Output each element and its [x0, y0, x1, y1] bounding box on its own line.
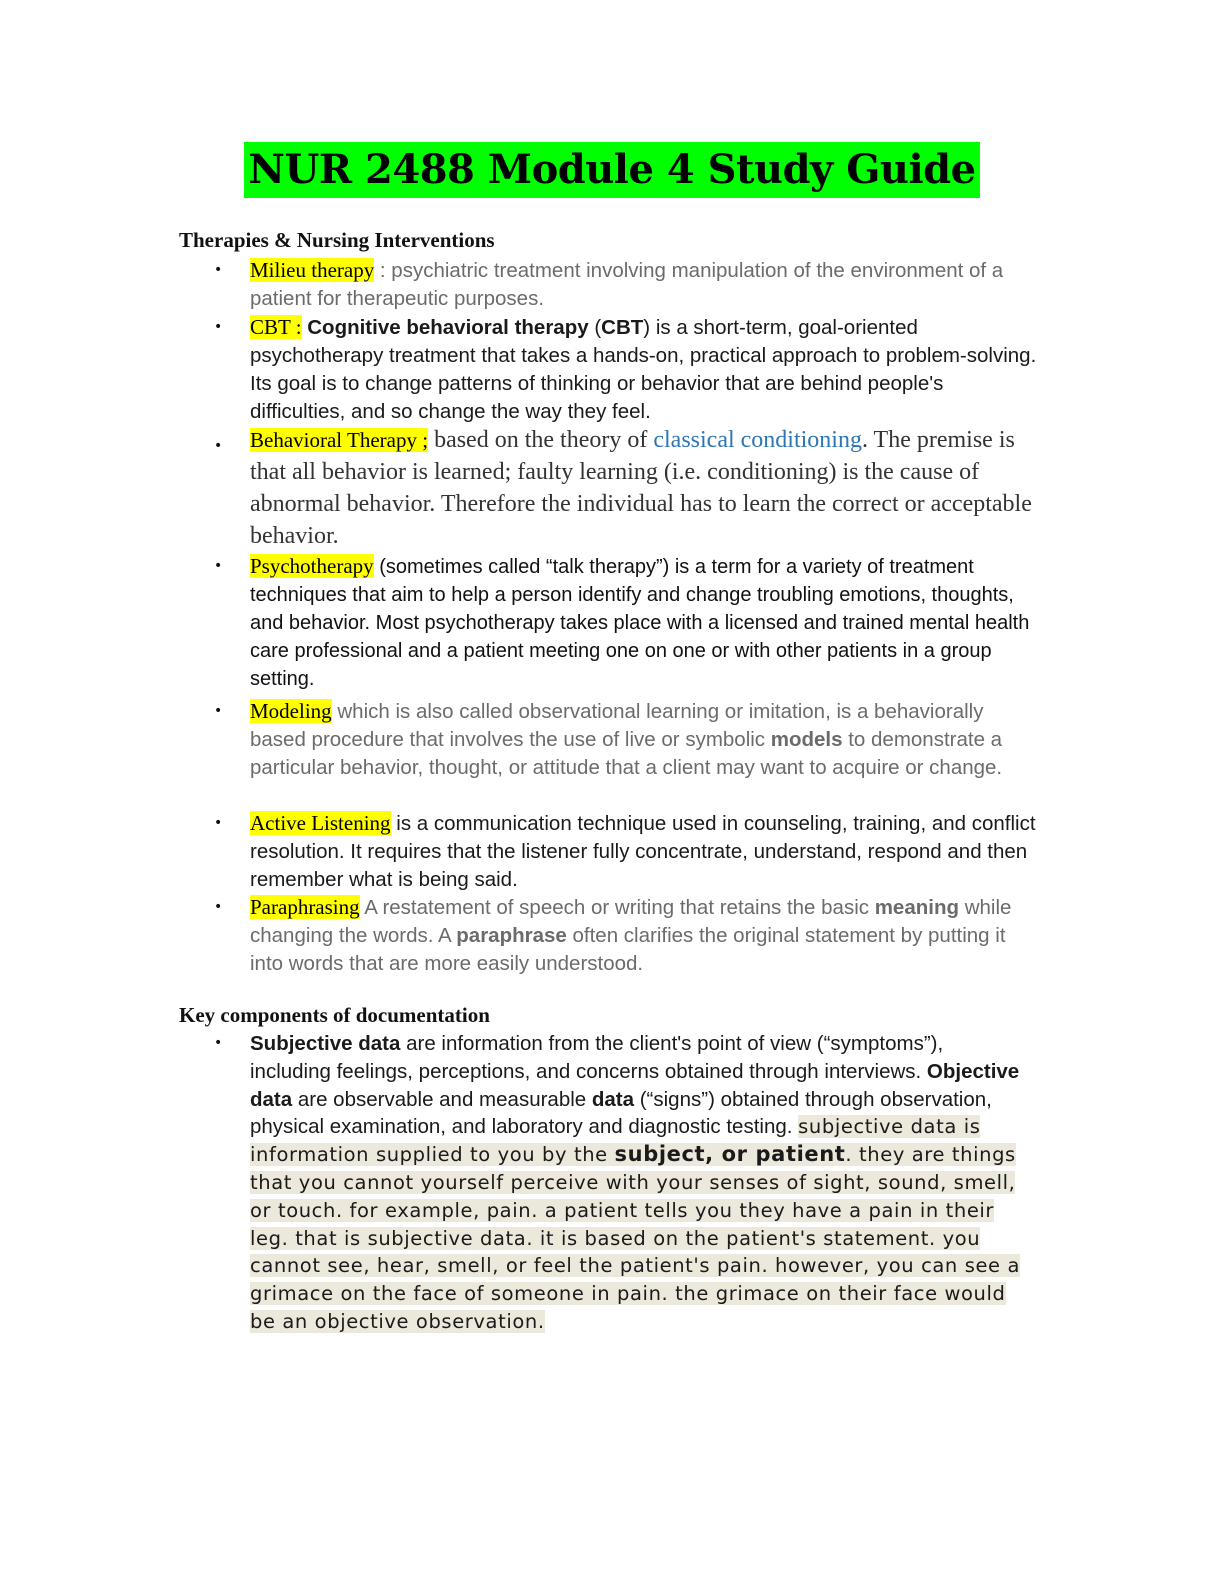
list-item-psychotherapy — [214, 552, 1040, 693]
definition-psychotherapy: (sometimes called “talk therapy”) is a term for a variety of treatment techniques that aim to help a person identify and change troubling emotions, thoughts, and behavior. Most psychotherapy takes place with a licensed and trained mental health care professional and a patient meeting one on one or with other patients in a group setting. — [250, 556, 1030, 690]
subjective-definition: are information from the client's point of view (“symptoms”), including feelings, perceptions, and concerns obtained through interviews. — [250, 1032, 944, 1083]
section-heading-therapies: Therapies & Nursing Interventions — [179, 228, 495, 252]
definition-behavioral: . The premise is that all behavior is learned; faulty learning (i.e. conditioning) is the cause of abnormal behavior. Therefore the individual has to learn the correct or acceptable behavior. — [250, 427, 1032, 549]
classical-conditioning-link[interactable]: classical conditioning — [653, 427, 862, 453]
term-behavioral: Behavioral Therapy ; — [250, 428, 429, 452]
bullet-icon: • — [214, 1035, 223, 1051]
definition-paraphrasing: often clarifies the original statement by putting it into words that are more easily understood. — [250, 924, 1006, 975]
subjective-data-term: Subjective data — [250, 1032, 401, 1055]
definition-milieu: : psychiatric treatment involving manipulation of the environment of a patient for therapeutic purposes. — [250, 259, 1004, 310]
bullet-icon: • — [214, 815, 223, 831]
explanation-text-2: . they are things that you cannot yourself perceive with your senses of sight, sound, smell, or touch. for example, pain. a patient tells you they have a pain in their leg. that is subjective data. it is based on the patient's statement. you cannot see, hear, smell, or feel the patient's pain. however, you can see a grimace on the face of someone in pain. the grimace on their face would be an objective observation. — [250, 1143, 1020, 1333]
modeling-bold-models: models — [770, 728, 843, 751]
objective-definition: (“signs”) obtained through observation, physical examination, and laboratory and diagnostic testing. — [250, 1087, 992, 1139]
bullet-icon: • — [214, 558, 223, 574]
definition-active-listening: is a communication technique used in counseling, training, and conflict resolution. It requires that the listener fully concentrate, understand, respond and then remember what is being said. — [250, 812, 1036, 891]
objective-text-1: are observable and measurable — [292, 1087, 592, 1111]
title-container — [0, 142, 1224, 198]
paraphrasing-text-1: A restatement of speech or writing that retains the basic — [359, 896, 875, 919]
list-item-behavioral — [214, 424, 1040, 552]
cbt-text-1: ( — [588, 316, 602, 339]
list-item-cbt — [214, 313, 1040, 426]
paraphrasing-bold-meaning: meaning — [874, 896, 959, 919]
paraphrasing-text-2: while changing the words. A — [250, 896, 1012, 947]
definition-modeling: to demonstrate a particular behavior, thought, or attitude that a client may want to acquire or change. — [250, 728, 1003, 779]
term-psychotherapy: Psychotherapy — [250, 554, 374, 578]
bullet-icon: • — [214, 438, 223, 454]
subject-or-patient-bold: subject, or patient — [614, 1142, 846, 1167]
cbt-abbrev: CBT — [601, 316, 644, 339]
list-item-modeling — [214, 697, 1040, 782]
list-item-active-listening — [214, 809, 1040, 894]
term-milieu: Milieu therapy — [250, 258, 375, 282]
behavioral-text-1: based on the theory of — [428, 427, 654, 453]
section-heading-documentation: Key components of documentation — [179, 1003, 490, 1027]
list-item-paraphrasing — [214, 893, 1040, 978]
bullet-icon: • — [214, 319, 223, 335]
term-active-listening: Active Listening — [250, 811, 391, 835]
subjective-explanation-highlight — [250, 1115, 1020, 1333]
definition-cbt: ) is a short-term, goal-oriented psychotherapy treatment that takes a hands-on, practical approach to problem-solving. Its goal is to change patterns of thinking or behavior that are behind people's difficulties, and so change the way they feel. — [250, 316, 1037, 423]
data-bold: data — [591, 1087, 635, 1111]
explanation-text-1: subjective data is information supplied to you by the — [250, 1115, 981, 1167]
cbt-full-name: Cognitive behavioral therapy — [301, 316, 589, 339]
list-item-milieu — [214, 256, 1040, 313]
page-title: NUR 2488 Module 4 Study Guide — [244, 142, 979, 198]
bullet-icon: • — [214, 262, 223, 278]
bullet-icon: • — [214, 899, 223, 915]
bullet-icon: • — [214, 703, 223, 719]
list-item-subjective-objective — [214, 1030, 1020, 1336]
term-paraphrasing: Paraphrasing — [250, 895, 360, 919]
term-cbt: CBT : — [250, 315, 302, 339]
objective-data-term: Objective data — [250, 1059, 1020, 1111]
paraphrasing-bold-paraphrase: paraphrase — [456, 924, 567, 947]
modeling-text-1: which is also called observational learning or imitation, is a behaviorally based procedure that involves the use of live or symbolic — [250, 700, 984, 751]
term-modeling: Modeling — [250, 699, 332, 723]
